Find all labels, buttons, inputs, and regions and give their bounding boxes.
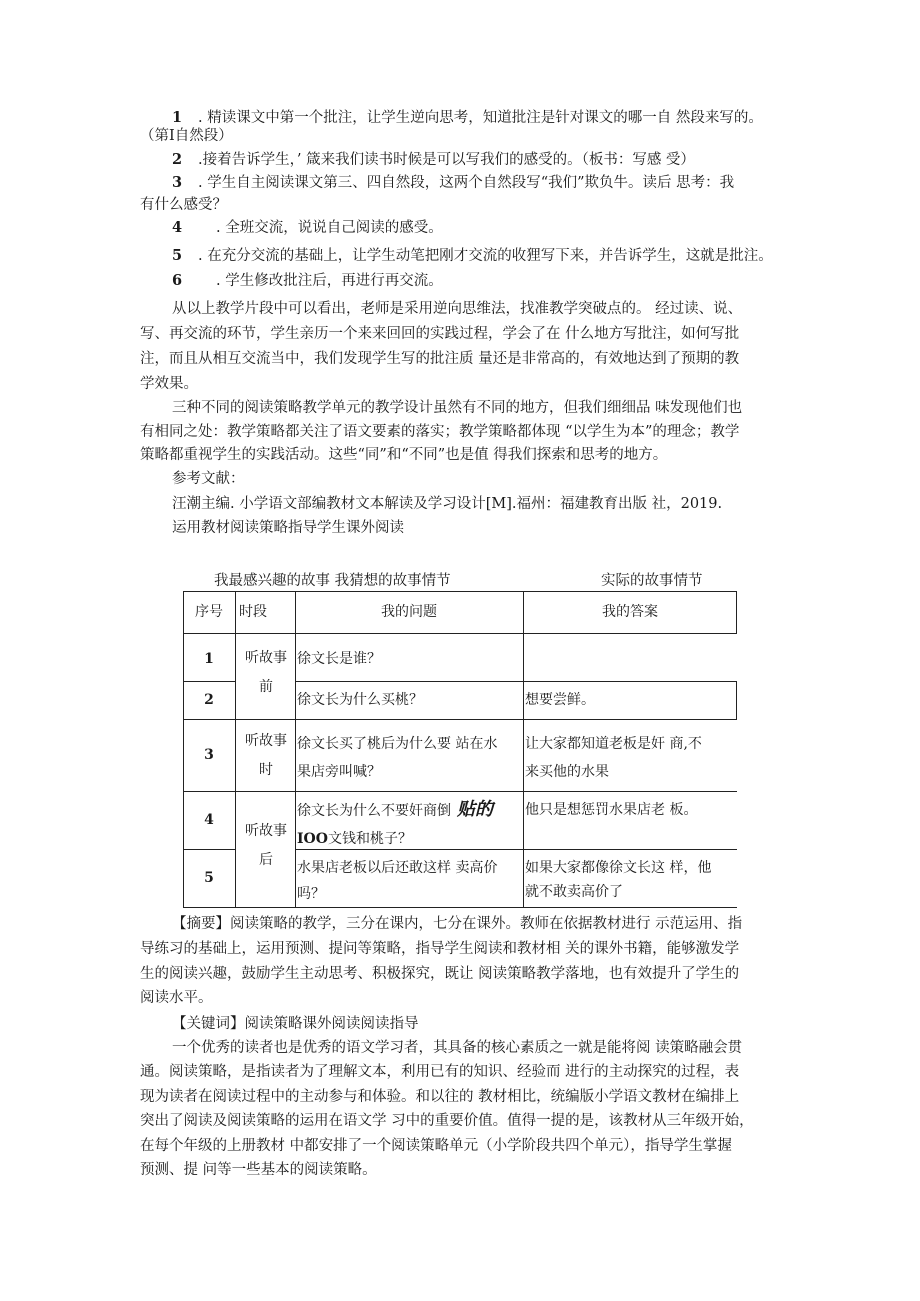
row-number: 2 <box>204 692 214 708</box>
header-question: 我的问题 <box>381 604 437 620</box>
step-number: 6 <box>172 272 183 289</box>
reading-table <box>183 591 737 907</box>
step-number: 5 <box>172 247 183 264</box>
step-text: 有什么感受？ <box>140 197 227 213</box>
question-text: 文钱和桃子？ <box>327 831 412 847</box>
paragraph-line: 通。阅读策略，是指读者为了理解文本，利用已有的知识、经验而 进行的主动探究的过程，表 <box>140 1064 740 1080</box>
step-1 <box>172 108 763 128</box>
header-number: 序号 <box>195 604 223 620</box>
table-border <box>523 591 524 907</box>
abstract-text: 阅读策略的教学，三分在课内，七分在课外。教师在依据教材进行 示范运用、指 <box>230 916 743 932</box>
abstract-line: 导练习的基础上，运用预测、提问等策略，指导学生阅读和教材相 关的课外书籍，能够激发学 <box>140 941 740 957</box>
table-border <box>183 681 235 682</box>
header-period: 时段 <box>239 604 267 620</box>
keywords-line <box>172 1014 419 1034</box>
answer-cell-line2: 就不敢卖高价了 <box>525 884 623 900</box>
question-cell: 水果店老板以后还敢这样 卖高价 <box>297 860 498 876</box>
question-cell: 徐文长为什么买桃？ <box>297 692 423 708</box>
table-border <box>235 591 236 907</box>
paragraph-line: 预测、提 问等一些基本的阅读策略。 <box>140 1162 377 1178</box>
step-text: （第Ⅰ自然段） <box>140 128 233 144</box>
paragraph-line: 突出了阅读及阅读策略的运用在语文学 习中的重要价值。值得一提的是，该教材从三年级开始， <box>140 1113 754 1129</box>
period-before: 听故事前 <box>245 650 287 695</box>
row-number: 5 <box>204 870 214 886</box>
paragraph-line: 注，而且从相互交流当中，我们发现学生写的批注质 量还是非常高的，有效地达到了预期的教 <box>140 351 740 367</box>
question-text: 徐文长为什么不要奸商倒 <box>297 803 451 819</box>
answer-cell: 如果大家都像徐文长这 样，他 <box>525 860 712 876</box>
table-border <box>183 849 235 850</box>
question-cell: 徐文长是谁？ <box>297 651 381 667</box>
question-cell-line2: 吗？ <box>297 886 325 902</box>
period-after: 听故事后 <box>245 823 287 868</box>
step-1-continuation <box>140 126 233 146</box>
table-border <box>183 591 737 592</box>
paragraph-line: 写、再交流的环节，学生亲历一个来来回回的实践过程，学会了在 什么地方写批注，如何写批 <box>140 326 740 342</box>
answer-cell-line2: 来买他的水果 <box>525 764 609 780</box>
paragraph-line: 在每个年级的上册教材 中都安排了一个阅读策略单元（小学阶段共四个单元），指导学生掌握 <box>140 1138 732 1154</box>
references-title: 参考文献： <box>172 471 245 487</box>
question-emphasis: 贴的 <box>457 799 493 820</box>
section-title: 运用教材阅读策略指导学生课外阅读 <box>172 520 404 536</box>
question-number-text: IOO <box>297 831 328 847</box>
step-2 <box>172 150 695 170</box>
paragraph-line: 策略都重视学生的实践活动。这些“同”和“不同”也是值 得我们探索和思考的地方。 <box>140 447 668 463</box>
abstract-label: 【摘要】 <box>172 916 230 932</box>
reference-item: 汪潮主编. 小学语文部编教材文本解读及学习设计[M].福州：福建教育出版 社，2019. <box>172 496 723 512</box>
keywords-text: 阅读策略课外阅读阅读指导 <box>244 1016 419 1032</box>
paragraph-line: 从以上教学片段中可以看出，老师是采用逆向思维法，找准教学突破点的。 经过读、说、 <box>172 301 743 317</box>
step-text: . 全班交流，说说自己阅读的感受。 <box>216 220 443 236</box>
header-answer: 我的答案 <box>602 604 658 620</box>
table-border <box>295 591 296 907</box>
row-number: 4 <box>204 812 214 828</box>
abstract-line: 生的阅读兴趣，鼓励学生主动思考、积极探究，既让 阅读策略教学落地，也有效提升了学生的 <box>140 966 740 982</box>
step-3 <box>172 173 734 193</box>
question-cell <box>297 797 493 824</box>
answer-cell: 想要尝鲜。 <box>525 692 595 708</box>
step-5 <box>172 246 773 266</box>
step-text: . 学生自主阅读课文第三、四自然段，这两个自然段写“我们”欺负牛。读后 思考：我 <box>198 175 735 191</box>
table-border <box>295 681 737 682</box>
step-number: 1 <box>172 109 183 126</box>
answer-cell: 他只是想惩罚水果店老 板。 <box>525 802 698 818</box>
keywords-label: 【关键词】 <box>172 1016 245 1032</box>
question-cell-line2 <box>297 826 412 852</box>
question-cell-line2: 果店旁叫喊？ <box>297 764 381 780</box>
step-text: . 学生修改批注后，再进行再交流。 <box>216 273 443 289</box>
step-number: 4 <box>172 219 183 236</box>
answer-cell: 让大家都知道老板是奸 商,不 <box>525 736 702 752</box>
paragraph-line: 学效果。 <box>140 376 198 392</box>
step-number: 2 <box>172 151 183 168</box>
table-caption-left: 我最感兴趣的故事 我猜想的故事情节 <box>214 573 451 589</box>
paragraph-line: 三种不同的阅读策略教学单元的教学设计虽然有不同的地方，但我们细细品 味发现他们也 <box>172 400 743 416</box>
step-3-continuation <box>140 195 227 215</box>
step-4 <box>172 218 443 238</box>
paragraph-line: 现为读者在阅读过程中的主动参与和体验。和以往的 教材相比，统编版小学语文教材在编排上 <box>140 1089 740 1105</box>
table-border <box>183 633 737 634</box>
step-6 <box>172 271 443 291</box>
paragraph-line: 一个优秀的读者也是优秀的语文学习者，其具备的核心素质之一就是能将阅 读策略融会贯 <box>172 1040 743 1056</box>
step-text: . 在充分交流的基础上，让学生动笔把刚才交流的收狸写下来，并告诉学生，这就是批注。 <box>198 248 773 264</box>
step-text: . 精读课文中第一个批注，让学生逆向思考，知道批注是针对课文的哪一自 然段来写的。 <box>198 110 763 126</box>
row-number: 3 <box>204 747 214 763</box>
row-number: 1 <box>204 651 214 667</box>
table-border <box>183 719 737 720</box>
step-number: 3 <box>172 174 183 191</box>
table-border <box>183 791 737 792</box>
abstract-line: 阅读水平。 <box>140 990 213 1006</box>
paragraph-line: 有相同之处：教学策略都关注了语文要素的落实；教学策略都体现 “以学生为本”的理念；教学 <box>140 424 740 440</box>
step-text: .接着告诉学生，’ 箴来我们读书时候是可以写我们的感受的。（板书：写感 受） <box>198 152 695 168</box>
table-border <box>736 681 737 719</box>
period-during: 听故事时 <box>245 733 287 778</box>
table-caption-right: 实际的故事情节 <box>601 573 703 589</box>
table-border <box>183 907 737 908</box>
question-cell: 徐文长买了桃后为什么要 站在水 <box>297 736 498 752</box>
abstract-line <box>172 914 742 934</box>
